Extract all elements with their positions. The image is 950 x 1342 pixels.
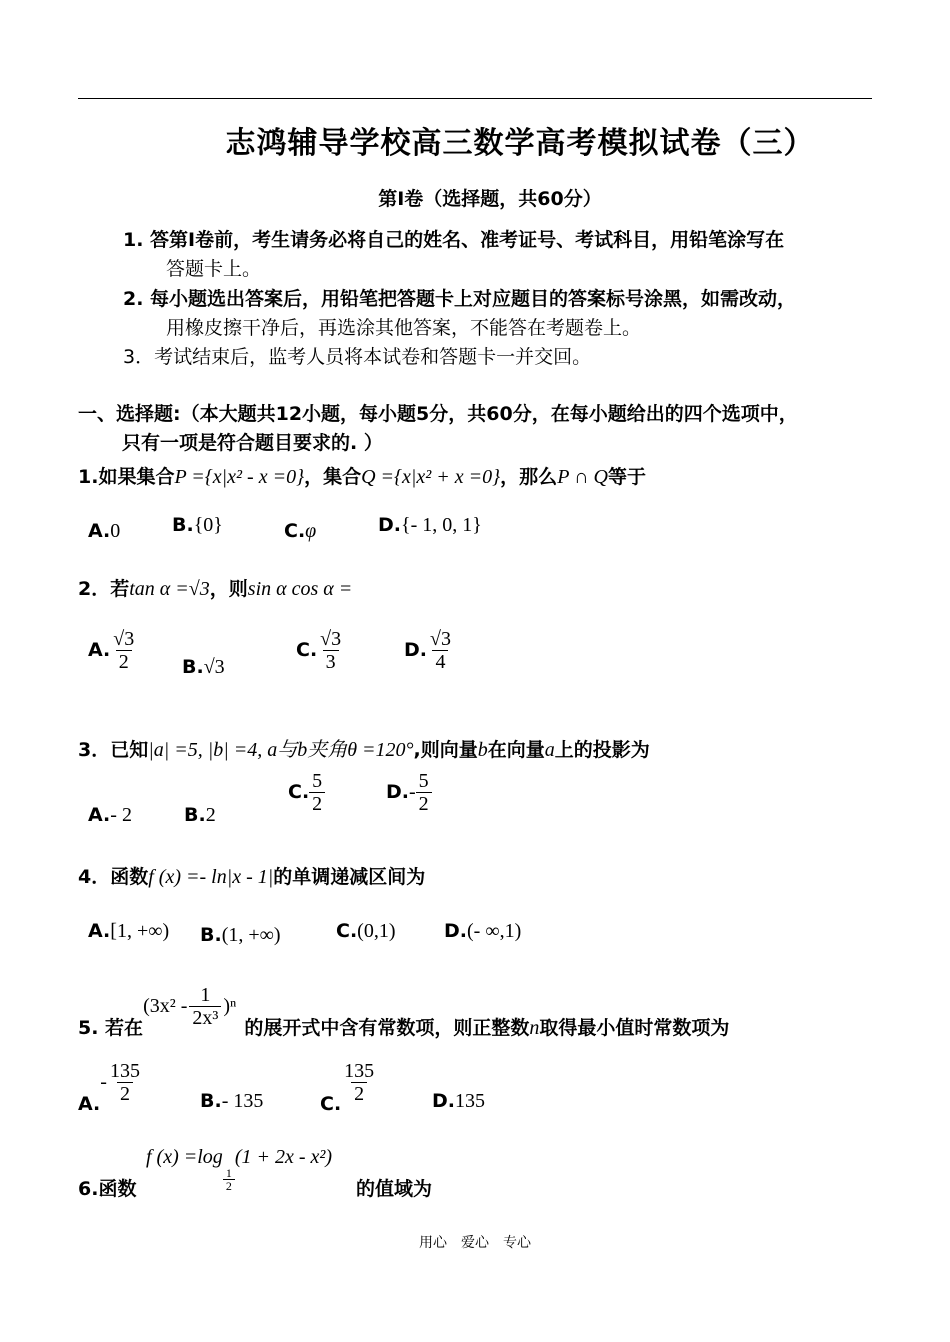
section-header: 一、选择题:（本大题共12小题，每小题5分，共60分，在每小题给出的四个选项中， bbox=[78, 403, 798, 425]
instruction-2 bbox=[123, 284, 796, 311]
q2-expression: sin α cos α = bbox=[247, 578, 353, 600]
page-footer: 用心 爱心 专心 bbox=[419, 1235, 531, 1251]
q2-option-d: D. $\frac{√3}{4}$ bbox=[404, 628, 451, 673]
q6-function: f (x) =log $\frac{1}{2}$ (1 + 2x - x²) bbox=[146, 1146, 333, 1193]
q2-option-a: A. $\frac{√3}{2}$ bbox=[88, 628, 135, 673]
q3-option-a: A.- 2 bbox=[88, 804, 132, 826]
q5-option-b: B.- 135 bbox=[200, 1090, 264, 1112]
q1-set-q: Q ={x|x² + x =0} bbox=[361, 466, 501, 488]
q4-function: f (x) =- ln|x - 1| bbox=[148, 866, 274, 888]
q3-option-d: D.- $\frac{5}{2}$ bbox=[386, 770, 432, 815]
q4-option-c: C.(0,1) bbox=[336, 920, 396, 942]
q5-option-a: A.- $\frac{135}{2}$ bbox=[78, 1060, 140, 1115]
question-2: 2．若tan α =√3，则sin α cos α = bbox=[78, 578, 353, 600]
instruction-3-line1: 3．考试结束后，监考人员将本试卷和答题卡一并交回。 bbox=[123, 346, 592, 368]
q1-mid: ，集合 bbox=[304, 466, 362, 488]
instruction-1-line2: 答题卡上。 bbox=[166, 258, 262, 280]
question-4: 4．函数f (x) =- ln|x - 1|的单调递减区间为 bbox=[78, 866, 426, 888]
instruction-3 bbox=[123, 342, 591, 369]
q1-option-b: B.{0} bbox=[172, 514, 223, 536]
question-6: 6.函数 bbox=[78, 1178, 137, 1200]
q3-condition: |a| =5, |b| =4, a与b夹角θ =120° bbox=[148, 739, 414, 761]
q3-option-b: B.2 bbox=[184, 804, 216, 826]
header-rule bbox=[78, 98, 872, 99]
q5-option-d: D.135 bbox=[432, 1090, 485, 1112]
section-header-cont: 只有一项是符合题目要求的. ） bbox=[122, 432, 383, 454]
q1-expr: P ∩ Q bbox=[557, 466, 608, 488]
q1-option-c: C.φ bbox=[284, 520, 317, 542]
section-subtitle: 第Ⅰ卷（选择题，共60分） bbox=[378, 188, 602, 210]
instruction-1-line1: 1. 答第Ⅰ卷前，考生请务必将自己的姓名、准考证号、考试科目，用铅笔涂写在 bbox=[123, 229, 785, 251]
q1-prefix: 1.如果集合 bbox=[78, 466, 175, 488]
q2-condition: tan α =√3 bbox=[129, 578, 210, 600]
instruction-2-line1: 2. 每小题选出答案后，用铅笔把答题卡上对应题目的答案标号涂黑，如需改动， bbox=[123, 288, 797, 310]
question-1 bbox=[78, 462, 646, 489]
q2-option-c: C. $\frac{√3}{3}$ bbox=[296, 628, 342, 673]
q5-expr-a: (3x² - bbox=[143, 995, 188, 1017]
q4-option-b: B.(1, +∞) bbox=[200, 924, 281, 946]
q4-option-a: A.[1, +∞) bbox=[88, 920, 170, 942]
question-5: 5. 若在(3x² - $\frac{1}{\text{2x³}}$ )ⁿ的展开式中含有常数项，则正整数n取得最小值时常数项为 bbox=[78, 984, 730, 1039]
question-3: 3．已知|a| =5, |b| =4, a与b夹角θ =120°,则向量b在向量a上的投影为 bbox=[78, 739, 650, 761]
q6-suffix: 的值域为 bbox=[356, 1178, 433, 1200]
q1-option-a: A.0 bbox=[88, 520, 121, 542]
q3-option-c: C. $\frac{5}{2}$ bbox=[288, 770, 325, 815]
instruction-1-cont bbox=[166, 254, 261, 281]
q1-set-p: P ={x|x² - x =0} bbox=[174, 466, 305, 488]
instruction-2-cont bbox=[166, 313, 641, 340]
page-title: 志鸿辅导学校高三数学高考模拟试卷（三） bbox=[225, 126, 815, 161]
instruction-1 bbox=[123, 225, 784, 252]
q4-option-d: D.(- ∞,1) bbox=[444, 920, 522, 942]
instruction-2-line2: 用橡皮擦干净后，再选涂其他答案，不能答在考题卷上。 bbox=[166, 317, 642, 339]
q1-mid2: ，那么 bbox=[500, 466, 558, 488]
q1-suffix: 等于 bbox=[607, 466, 646, 488]
q5-option-c: C. $\frac{135}{2}$ bbox=[320, 1060, 375, 1115]
q1-option-d: D.{- 1, 0, 1} bbox=[378, 514, 482, 536]
q2-option-b: B.√3 bbox=[182, 656, 225, 678]
